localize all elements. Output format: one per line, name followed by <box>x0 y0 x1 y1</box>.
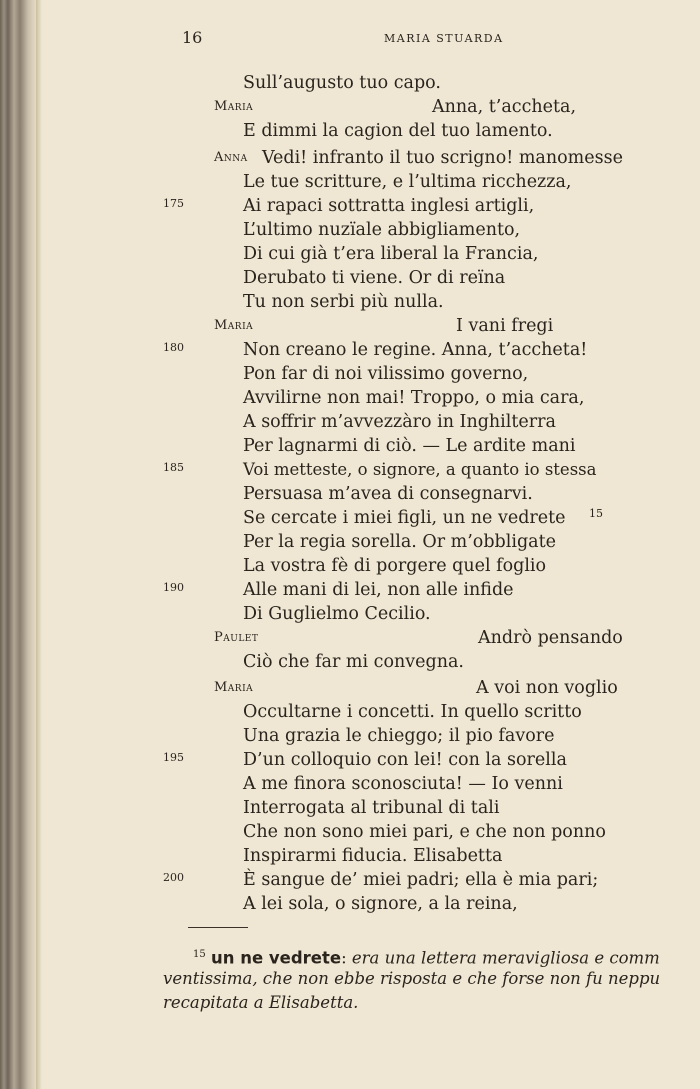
line-number: 190 <box>163 581 184 594</box>
footnote-text: era una lettera meravigliosa e comm <box>351 948 660 968</box>
verse-line: L’ultimo nuzïale abbigliamento, <box>243 220 521 240</box>
verse-line: Voi metteste, o signore, a quanto io stessa <box>243 460 597 479</box>
running-head: MARIA STUARDA <box>384 32 504 45</box>
line-number: 180 <box>163 341 184 354</box>
speaker-label: Maria <box>214 680 254 695</box>
verse-line: Occultarne i concetti. In quello scritto <box>243 702 582 722</box>
verse-line: Non creano le regine. Anna, t’accheta! <box>243 340 588 360</box>
footnote-line <box>193 944 700 970</box>
footnote-line <box>163 992 358 1014</box>
footnote-text: recapitata a Elisabetta. <box>163 993 359 1012</box>
verse-line: Di cui già t’era liberal la Francia, <box>243 244 539 264</box>
verse-line: Tu non serbi più nulla. <box>243 292 444 312</box>
line-number: 185 <box>163 461 184 474</box>
footnote-colon: : <box>341 948 352 968</box>
verse-line: E dimmi la cagion del tuo lamento. <box>243 121 553 141</box>
speaker-label: Paulet <box>214 630 259 645</box>
page-number: 16 <box>182 28 203 47</box>
speaker-label: Maria <box>214 99 254 114</box>
book-binding <box>0 0 36 1089</box>
verse-line: A me finora sconosciuta! — Io venni <box>243 774 563 794</box>
verse-line: Una grazia le chieggo; il pio favore <box>243 726 555 746</box>
verse-line: Ai rapaci sottratta inglesi artigli, <box>243 196 535 216</box>
footnote-text: ventissima, che non ebbe risposta e che forse non fu neppu <box>163 969 661 988</box>
footnote-term: un ne vedrete <box>210 948 342 968</box>
verse-line: Interrogata al tribunal di tali <box>243 798 500 818</box>
footnote-line <box>163 968 700 990</box>
speaker-label: Maria <box>214 318 254 333</box>
verse-line: Inspirarmi fiducia. Elisabetta <box>243 846 503 866</box>
verse-line: I vani fregi <box>456 316 554 336</box>
verse-line: Vedi! infranto il tuo scrigno! manomesse <box>262 148 623 168</box>
verse-line: Persuasa m’avea di consegnarvi. <box>243 484 533 504</box>
verse-line: D’un colloquio con lei! con la sorella <box>243 750 567 770</box>
verse-line: Per lagnarmi di ciò. — Le ardite mani <box>243 436 576 456</box>
verse-line: Ciò che far mi convegna. <box>243 652 464 672</box>
page-edge <box>36 0 42 1089</box>
verse-line: Di Guglielmo Cecilio. <box>243 604 431 624</box>
line-number: 200 <box>163 871 184 884</box>
verse-line: Sull’augusto tuo capo. <box>243 73 441 93</box>
line-number: 175 <box>163 197 184 210</box>
verse-line: A soffrir m’avvezzàro in Inghilterra <box>243 412 556 432</box>
verse-line: La vostra fè di porgere quel foglio <box>243 556 547 576</box>
verse-line: Se cercate i miei figli, un ne vedrete <box>243 508 566 528</box>
verse-line: È sangue de’ miei padri; ella è mia pari; <box>243 870 599 890</box>
verse-line: Derubato ti viene. Or di reïna <box>243 268 506 288</box>
footnote-rule <box>188 927 248 928</box>
verse-line: Pon far di noi vilissimo governo, <box>243 364 529 384</box>
line-number: 195 <box>163 751 184 764</box>
verse-line: Alle mani di lei, non alle infide <box>243 580 514 600</box>
verse-line: Avvilirne non mai! Troppo, o mia cara, <box>243 388 585 408</box>
verse-line: Per la regia sorella. Or m’obbligate <box>243 532 556 552</box>
verse-line: Che non sono miei pari, e che non ponno <box>243 822 606 842</box>
verse-line: Le tue scritture, e l’ultima ricchezza, <box>243 172 572 192</box>
footnote-marker: 15 <box>589 507 603 520</box>
verse-line: Anna, t’accheta, <box>432 97 577 117</box>
verse-line: A voi non voglio <box>476 678 618 698</box>
footnote-number: 15 <box>193 949 206 960</box>
verse-line: A lei sola, o signore, a la reina, <box>243 894 518 914</box>
speaker-label: Anna <box>214 150 248 165</box>
verse-line: Andrò pensando <box>478 628 623 648</box>
